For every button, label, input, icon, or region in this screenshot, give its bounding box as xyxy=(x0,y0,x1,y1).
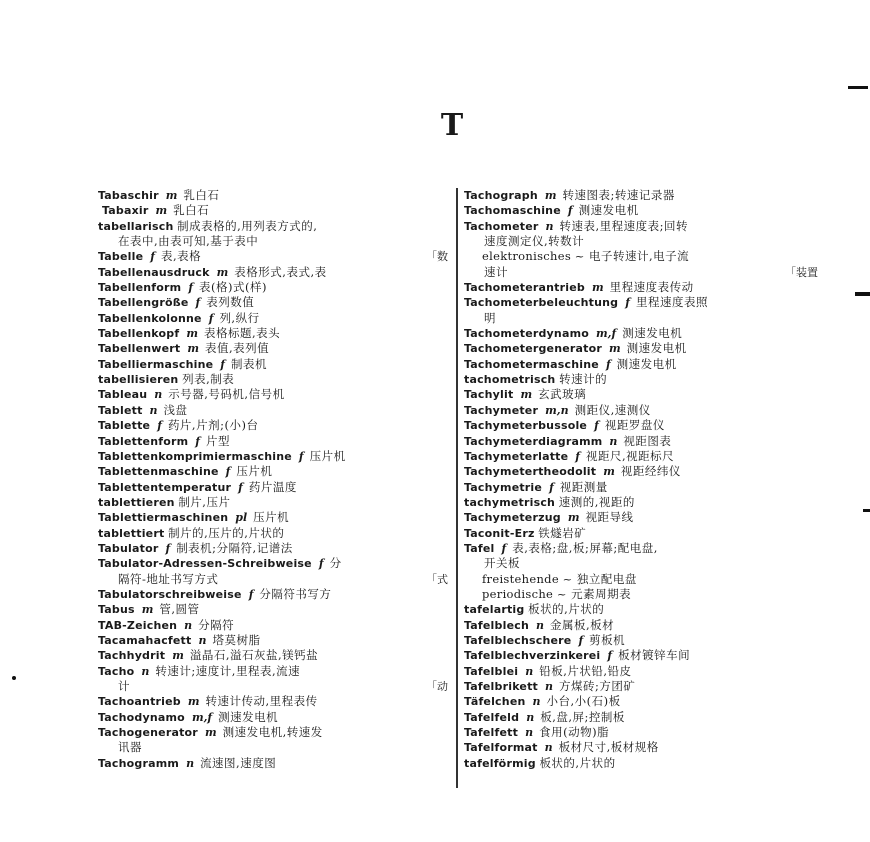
headword: Tabelle xyxy=(98,250,144,264)
grammar-tag: m xyxy=(520,388,533,402)
headword: Tachylit xyxy=(464,388,514,402)
definition: 视距测量 xyxy=(559,479,608,494)
dictionary-entry xyxy=(464,587,820,602)
headword: tachymetrisch xyxy=(464,495,556,509)
grammar-tag: f xyxy=(225,465,231,479)
entry-continuation xyxy=(98,740,450,755)
margin-fragment: 「动 xyxy=(426,680,448,693)
definition: 铁燧岩矿 xyxy=(538,525,587,540)
sub-headword: elektronisches xyxy=(482,249,572,264)
grammar-tag: f xyxy=(607,649,613,663)
definition: 列,纵行 xyxy=(219,310,260,325)
definition: 转速计;速度计,里程表,流速 xyxy=(155,663,301,678)
headword: tabellarisch xyxy=(98,219,174,233)
definition: 药片温度 xyxy=(248,479,297,494)
headword: Tablettentemperatur xyxy=(98,480,232,494)
dictionary-entry xyxy=(98,295,450,310)
headword: Tafelblechschere xyxy=(464,633,572,647)
entry-continuation xyxy=(98,572,450,587)
definition: 测速发电机 xyxy=(578,203,639,218)
dictionary-entry xyxy=(98,326,450,341)
grammar-tag: n xyxy=(544,741,553,755)
headword: Tabaschir xyxy=(98,189,159,202)
definition-continuation: 明 xyxy=(484,310,496,325)
definition: 板材镀锌车间 xyxy=(618,648,691,663)
dictionary-entry xyxy=(464,387,820,402)
dictionary-entry xyxy=(98,203,450,218)
definition: 表值,表列值 xyxy=(205,341,270,356)
definition: 列表,制表 xyxy=(182,372,235,387)
definition: 视距尺,视距标尺 xyxy=(586,448,675,463)
grammar-tag: n xyxy=(525,726,534,740)
definition: 速测的,视距的 xyxy=(558,494,635,509)
definition: ~ 元素周期表 xyxy=(556,586,632,601)
dictionary-entry xyxy=(98,464,450,479)
grammar-tag: f xyxy=(238,480,243,494)
dictionary-entry xyxy=(98,756,450,771)
grammar-tag: f xyxy=(625,296,630,310)
grammar-tag: f xyxy=(220,357,226,371)
headword: Tachoantrieb xyxy=(98,695,181,709)
headword: Tabellenform xyxy=(98,281,182,295)
definition: 表格形式,表式,表 xyxy=(234,264,327,279)
headword: Tacamahacfett xyxy=(98,633,192,647)
grammar-tag: n xyxy=(149,403,158,417)
dictionary-entry xyxy=(98,387,450,402)
dictionary-entry xyxy=(464,618,820,633)
headword: Tachymeterlatte xyxy=(464,449,569,463)
dictionary-entry xyxy=(98,280,450,295)
grammar-tag: n xyxy=(141,664,150,678)
dictionary-entry xyxy=(464,480,820,495)
dictionary-entry xyxy=(464,434,820,449)
headword: Tafelblei xyxy=(464,664,519,678)
grammar-tag: m,n xyxy=(545,403,569,417)
dictionary-entry xyxy=(98,357,450,372)
definition-continuation: 隔符-地址书写方式 xyxy=(118,571,219,586)
definition: 金属板,板材 xyxy=(549,617,615,632)
entry-continuation xyxy=(464,311,820,326)
dictionary-entry xyxy=(464,372,820,387)
definition-continuation: 速计 xyxy=(484,264,508,279)
grammar-tag: f xyxy=(157,419,162,433)
definition: 药片,片剂;(小)台 xyxy=(167,418,259,433)
headword: Tabellenausdruck xyxy=(98,265,210,279)
dictionary-entry xyxy=(98,249,450,264)
dictionary-entry xyxy=(98,556,450,571)
dictionary-entry xyxy=(464,249,820,264)
scan-mark-right-lower xyxy=(863,509,870,512)
headword: Tafelfett xyxy=(464,726,519,740)
margin-fragment: 「数 xyxy=(426,250,448,264)
dictionary-entry xyxy=(98,265,450,280)
dictionary-entry xyxy=(98,664,450,679)
headword: Tabellengröße xyxy=(98,296,189,310)
dictionary-entry xyxy=(464,526,820,541)
grammar-tag: n xyxy=(198,633,207,647)
definition: 制成表格的,用列表方式的, xyxy=(177,218,318,233)
dictionary-entry xyxy=(98,602,450,617)
grammar-tag: n xyxy=(545,680,553,693)
headword: Tachodynamo xyxy=(98,710,185,724)
entry-continuation xyxy=(98,234,450,249)
definition: 里程速度表传动 xyxy=(609,280,694,295)
definition: 视距罗盘仪 xyxy=(604,418,665,433)
headword: Tachymeter xyxy=(464,403,539,417)
margin-fragment: 「装置 xyxy=(785,265,818,279)
dictionary-entry xyxy=(98,694,450,709)
headword: Tachomaschine xyxy=(464,204,561,218)
definition: 测速发电机,转速发 xyxy=(222,725,323,740)
grammar-tag: f xyxy=(575,449,581,463)
headword: Tabellenkolonne xyxy=(98,311,202,325)
headword: Tachometerbeleuchtung xyxy=(464,296,619,310)
sub-headword: periodische xyxy=(482,586,554,601)
definition: 片型 xyxy=(206,433,230,448)
dictionary-entry xyxy=(464,280,820,295)
definition: 板状的,片状的 xyxy=(528,602,605,617)
grammar-tag: f xyxy=(501,541,507,555)
headword: Tafelfeld xyxy=(464,710,520,724)
headword: Tachymetertheodolit xyxy=(464,465,597,479)
definition: 塔莫树脂 xyxy=(212,632,261,647)
definition: 视距经纬仪 xyxy=(620,464,681,479)
definition: 表,表格;盘,板;屏幕;配电盘, xyxy=(512,540,658,555)
dictionary-entry xyxy=(464,710,820,725)
definition: 转速表,里程速度表;回转 xyxy=(559,218,689,233)
definition: 压片机 xyxy=(236,464,273,479)
grammar-tag: n xyxy=(184,618,193,632)
headword: Taconit-Erz xyxy=(464,526,535,540)
grammar-tag: m xyxy=(609,342,621,356)
definition: 制表机 xyxy=(231,356,268,371)
dictionary-entry xyxy=(98,219,450,234)
headword: Tabellenwert xyxy=(98,342,181,356)
grammar-tag: pl xyxy=(235,511,248,525)
grammar-tag: m xyxy=(591,281,604,295)
definition-continuation: 在表中,由表可知,基于表中 xyxy=(118,234,259,249)
headword: tafelförmig xyxy=(464,756,536,770)
definition: 板材尺寸,板材规格 xyxy=(558,740,659,755)
grammar-tag: n xyxy=(545,219,554,233)
column-divider xyxy=(456,188,458,788)
headword: Tabulatorschreibweise xyxy=(98,587,242,601)
headword: Tachymeterzug xyxy=(464,511,561,525)
definition: 里程速度表照 xyxy=(635,295,708,310)
dictionary-entry xyxy=(98,418,450,433)
dictionary-entry xyxy=(98,449,450,464)
definition: 测速发电机 xyxy=(622,326,683,341)
headword: Tabaxir xyxy=(102,204,149,218)
left-column xyxy=(98,188,450,771)
grammar-tag: m xyxy=(204,726,217,740)
headword: Tafel xyxy=(464,541,495,555)
headword: Tachograph xyxy=(464,189,538,202)
headword: tablettieren xyxy=(98,495,175,509)
dictionary-entry xyxy=(464,740,820,755)
dictionary-entry xyxy=(98,495,450,510)
definition: 制片,压片 xyxy=(178,494,231,509)
definition: 表列数值 xyxy=(206,295,255,310)
headword: Tachymetrie xyxy=(464,480,543,494)
right-column xyxy=(464,188,820,771)
definition: 板状的,片状的 xyxy=(539,755,616,770)
dictionary-entry xyxy=(464,602,820,617)
definition: 制片的,压片的,片状的 xyxy=(168,525,285,540)
headword: Tabelliermaschine xyxy=(98,357,214,371)
definition-continuation: 速度测定仪,转数计 xyxy=(484,234,585,249)
headword: Tachometerdynamo xyxy=(464,327,590,341)
definition: 视距图表 xyxy=(623,433,672,448)
grammar-tag: f xyxy=(150,250,155,264)
headword: Tachometer xyxy=(464,219,539,233)
dictionary-entry xyxy=(98,618,450,633)
headword: Tafelblech xyxy=(464,618,529,632)
headword: Tabellenkopf xyxy=(98,327,180,341)
scan-mark-right xyxy=(855,292,870,296)
headword: Tachymeterdiagramm xyxy=(464,434,603,448)
definition: 乳白石 xyxy=(173,203,210,218)
grammar-tag: n xyxy=(526,710,535,724)
grammar-tag: f xyxy=(298,449,304,463)
scan-speck-left xyxy=(12,676,16,680)
dictionary-entry xyxy=(464,541,820,556)
dictionary-entry xyxy=(464,572,820,587)
dictionary-entry xyxy=(464,418,820,433)
grammar-tag: m xyxy=(544,189,557,202)
headword: Tachometerantrieb xyxy=(464,281,585,295)
grammar-tag: f xyxy=(318,557,324,571)
dictionary-entry xyxy=(98,434,450,449)
grammar-tag: m xyxy=(141,603,154,617)
headword: Tablettenkomprimiermaschine xyxy=(98,449,292,463)
headword: Tafelformat xyxy=(464,741,538,755)
headword: Tachymeterbussole xyxy=(464,419,588,433)
dictionary-entry xyxy=(464,679,820,694)
dictionary-entry xyxy=(98,541,450,556)
dictionary-entry xyxy=(98,633,450,648)
definition: 表格标题,表头 xyxy=(203,326,281,341)
grammar-tag: f xyxy=(594,419,599,433)
definition: 方煤砖;方团矿 xyxy=(559,679,636,693)
grammar-tag: n xyxy=(535,618,544,632)
definition: 转速计传动,里程表传 xyxy=(205,694,318,709)
headword: Tablettiermaschinen xyxy=(98,511,229,525)
definition: ~ 电子转速计,电子流 xyxy=(574,249,690,264)
dictionary-entry xyxy=(98,188,450,203)
dictionary-entry xyxy=(464,219,820,234)
definition: 示号器,号码机,信号机 xyxy=(168,387,285,402)
definition: 浅盘 xyxy=(163,402,188,417)
dictionary-entry xyxy=(464,341,820,356)
grammar-tag: n xyxy=(532,695,541,709)
definition: 板,盘,屏;控制板 xyxy=(540,709,625,724)
headword: tafelartig xyxy=(464,603,525,617)
dictionary-entry xyxy=(98,341,450,356)
entry-continuation xyxy=(464,265,820,280)
definition: 剪板机 xyxy=(589,632,626,647)
definition: 铅板,片状铅,铅皮 xyxy=(539,663,632,678)
dictionary-entry xyxy=(464,756,820,771)
headword: Tabus xyxy=(98,603,135,617)
grammar-tag: m xyxy=(567,511,580,525)
grammar-tag: f xyxy=(195,296,201,310)
headword: Täfelchen xyxy=(464,695,526,709)
dictionary-entry xyxy=(98,710,450,725)
headword: Tachometergenerator xyxy=(464,342,602,356)
headword: Tachhydrit xyxy=(98,649,166,663)
definition: 压片机 xyxy=(309,448,346,463)
definition: 制表机;分隔符,记谱法 xyxy=(176,540,293,555)
grammar-tag: f xyxy=(578,633,584,647)
definition: 测距仪,速测仪 xyxy=(574,402,651,417)
grammar-tag: m xyxy=(165,189,178,202)
headword: tabellisieren xyxy=(98,373,179,387)
headword: Tablettenform xyxy=(98,434,189,448)
definition: 测速发电机 xyxy=(626,341,687,356)
grammar-tag: n xyxy=(154,388,163,402)
dictionary-entry xyxy=(464,403,820,418)
sub-headword: freistehende xyxy=(482,571,559,586)
grammar-tag: f xyxy=(165,541,171,555)
headword: Tachogramm xyxy=(98,756,180,770)
grammar-tag: m,f xyxy=(191,710,213,724)
definition: 管,圆管 xyxy=(159,602,200,617)
grammar-tag: f xyxy=(605,357,611,371)
entry-continuation xyxy=(98,679,450,694)
headword: Tachogenerator xyxy=(98,726,198,740)
grammar-tag: f xyxy=(208,311,214,325)
dictionary-entry xyxy=(98,510,450,525)
headword: Tablett xyxy=(98,403,143,417)
headword: Tabulator-Adressen-Schreibweise xyxy=(98,557,312,571)
dictionary-entry xyxy=(464,694,820,709)
definition: 压片机 xyxy=(253,510,290,525)
dictionary-entry xyxy=(464,188,820,203)
scan-mark-top-right xyxy=(848,86,868,89)
grammar-tag: m xyxy=(187,695,200,709)
headword: tablettiert xyxy=(98,526,165,540)
definition: 溢晶石,溢石灰盐,镁钙盐 xyxy=(189,648,319,663)
grammar-tag: m,f xyxy=(596,327,617,341)
dictionary-entry xyxy=(464,664,820,679)
headword: Tabulator xyxy=(98,541,159,555)
dictionary-entry xyxy=(464,326,820,341)
headword: Tacho xyxy=(98,664,135,678)
headword: Tafelbrikett xyxy=(464,680,538,693)
dictionary-entry xyxy=(98,311,450,326)
definition: 表(格)式(样) xyxy=(199,280,267,295)
definition-continuation: 开关板 xyxy=(484,556,520,571)
dictionary-entry xyxy=(98,725,450,740)
headword: Tableau xyxy=(98,388,148,402)
headword: tachometrisch xyxy=(464,373,556,387)
grammar-tag: n xyxy=(609,434,618,448)
margin-fragment: 「式 xyxy=(426,572,448,586)
dictionary-entry xyxy=(464,633,820,648)
definition-continuation: 讯器 xyxy=(118,740,142,755)
grammar-tag: n xyxy=(525,664,534,678)
entry-continuation xyxy=(464,234,820,249)
section-letter: T xyxy=(440,108,465,143)
dictionary-entry xyxy=(98,480,450,495)
definition: 小台,小(石)板 xyxy=(546,694,621,709)
headword: Tachometermaschine xyxy=(464,357,599,371)
definition-continuation: 计 xyxy=(118,679,130,693)
dictionary-entry xyxy=(98,372,450,387)
grammar-tag: f xyxy=(195,434,200,448)
dictionary-entry xyxy=(98,403,450,418)
dictionary-entry xyxy=(98,648,450,663)
grammar-tag: m xyxy=(603,465,615,479)
headword: Tafelblechverzinkerei xyxy=(464,649,601,663)
definition: 分隔符 xyxy=(198,617,235,632)
dictionary-entry xyxy=(464,725,820,740)
dictionary-entry xyxy=(464,449,820,464)
entry-continuation xyxy=(464,556,820,571)
grammar-tag: m xyxy=(186,327,198,341)
dictionary-entry xyxy=(464,510,820,525)
definition: 转速图表;转速记录器 xyxy=(562,188,675,202)
grammar-tag: m xyxy=(172,649,184,663)
definition: 乳白石 xyxy=(183,188,220,202)
definition: 视距导线 xyxy=(585,510,634,525)
headword: Tablettenmaschine xyxy=(98,465,219,479)
definition: 流速图,速度图 xyxy=(200,755,277,770)
dictionary-entry xyxy=(464,464,820,479)
definition: ~ 独立配电盘 xyxy=(562,571,637,586)
grammar-tag: m xyxy=(155,204,168,218)
dictionary-entry xyxy=(464,648,820,663)
grammar-tag: f xyxy=(188,281,194,295)
grammar-tag: m xyxy=(216,265,229,279)
headword: Tablette xyxy=(98,419,151,433)
dictionary-entry xyxy=(98,587,450,602)
definition: 食用(动物)脂 xyxy=(539,725,610,740)
grammar-tag: f xyxy=(248,587,254,601)
grammar-tag: n xyxy=(186,756,195,770)
dictionary-entry xyxy=(464,203,820,218)
definition: 分 xyxy=(329,556,342,571)
definition: 表,表格 xyxy=(160,249,202,264)
definition: 分隔符书写方 xyxy=(259,586,332,601)
headword: TAB-Zeichen xyxy=(98,618,178,632)
definition: 测速发电机 xyxy=(616,356,677,371)
grammar-tag: f xyxy=(549,480,554,494)
definition: 玄武玻璃 xyxy=(538,387,587,402)
dictionary-entry xyxy=(464,495,820,510)
grammar-tag: m xyxy=(187,342,200,356)
dictionary-entry xyxy=(98,526,450,541)
definition: 测速发电机 xyxy=(218,709,279,724)
definition: 转速计的 xyxy=(559,372,608,387)
grammar-tag: f xyxy=(567,204,573,218)
dictionary-entry xyxy=(464,295,820,310)
dictionary-entry xyxy=(464,357,820,372)
